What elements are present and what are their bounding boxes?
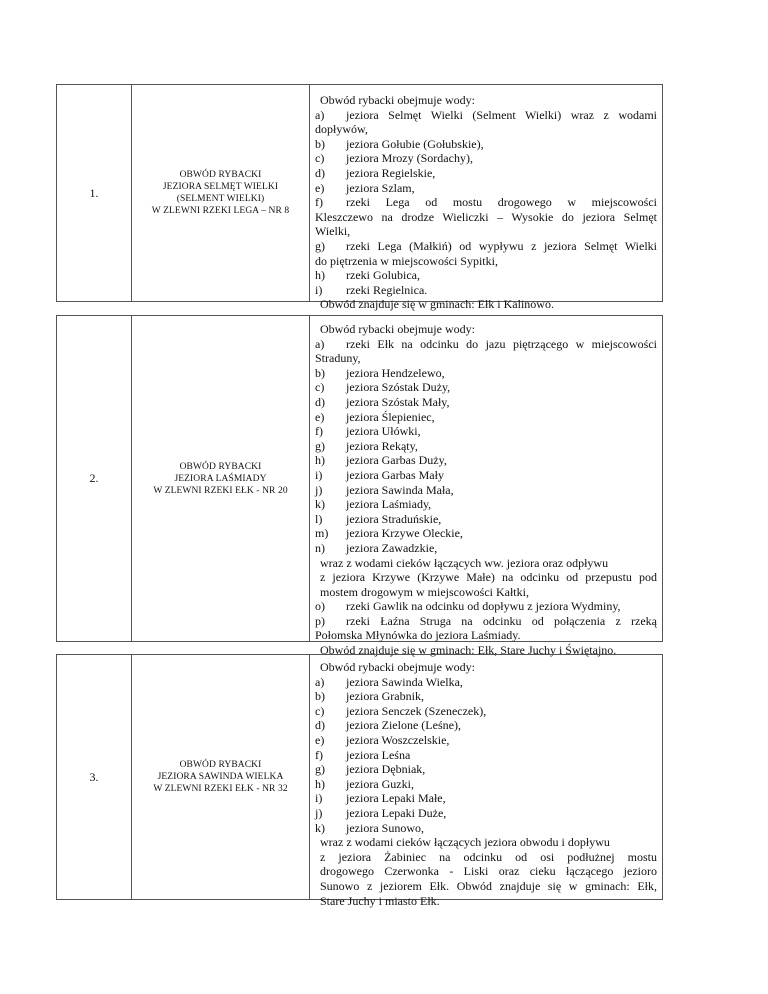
- item-j: j) jeziora Lepaki Duże,: [315, 805, 447, 820]
- record-number-text: 2.: [89, 471, 99, 485]
- item-g: g) jeziora Dębniak,: [315, 762, 426, 777]
- mid-line: z jeziora Żabiniec na odcinku od osi podłużnej mostu: [320, 849, 657, 864]
- item-c: c) jeziora Mrozy (Sordachy),: [315, 151, 473, 166]
- record-description: [310, 316, 662, 658]
- mid-line: Stare Juchy i miasto Ełk.: [320, 893, 440, 908]
- item-a: a) jeziora Sawinda Wielka,: [315, 674, 463, 689]
- item-i: i) rzeki Regielnica.: [315, 282, 428, 297]
- item-a: a) rzeki Ełk na odcinku do jazu piętrzącego w miejscowości: [315, 336, 657, 351]
- item-a: a) jeziora Selmęt Wielki (Selment Wielki) wraz z wodami: [315, 107, 657, 122]
- item-b: b) jeziora Gołubie (Gołubskie),: [315, 136, 484, 151]
- item-e: e) jeziora Ślepieniec,: [315, 409, 435, 424]
- name-line: OBWÓD RYBACKI: [179, 461, 262, 472]
- record-number-text: 1.: [89, 185, 99, 200]
- item-m: m) jeziora Krzywe Oleckie,: [315, 526, 463, 541]
- footer-line: Obwód znajduje się w gminach: Ełk, Stare Juchy i Świętajno.: [320, 643, 617, 658]
- name-line: JEZIORA SELMĘT WIELKI: [162, 182, 279, 192]
- mid-line: Sunowo z jeziorem Ełk. Obwód znajduje się w gminach: Ełk,: [320, 878, 657, 893]
- item-a-cont: Straduny,: [315, 351, 361, 366]
- record-name: [132, 316, 310, 641]
- footer-line: Obwód znajduje się w gminach: Ełk i Kalinowo.: [320, 297, 554, 312]
- item-k: k) jeziora Sunowo,: [315, 820, 424, 835]
- name-line: JEZIORA SAWINDA WIELKA: [157, 772, 284, 782]
- record-number: [57, 85, 132, 301]
- record-description: [310, 655, 662, 908]
- record-number-text: 3.: [89, 769, 99, 784]
- record-1: [56, 84, 663, 312]
- record-description: [310, 85, 662, 312]
- record-2: [56, 315, 663, 658]
- item-f: f) rzeki Lega od mostu drogowego w miejscowości: [315, 195, 657, 210]
- record-number: [57, 655, 132, 899]
- item-i: i) jeziora Garbas Mały: [315, 467, 444, 482]
- item-p-cont: Połomska Młynówka do jeziora Laśmiady.: [315, 628, 521, 643]
- intro-line: Obwód rybacki obejmuje wody:: [320, 660, 475, 674]
- item-f-cont: Wielki,: [315, 224, 351, 239]
- item-g-cont: do piętrzenia w miejscowości Sypitki,: [315, 253, 498, 268]
- item-h: h) rzeki Golubica,: [315, 268, 420, 283]
- record-3: [56, 654, 663, 908]
- item-k: k) jeziora Laśmiady,: [315, 497, 432, 512]
- item-l: l) jeziora Straduńskie,: [315, 511, 442, 526]
- item-b: b) jeziora Grabnik,: [315, 689, 424, 704]
- item-h: h) jeziora Guzki,: [315, 776, 414, 791]
- item-d: d) jeziora Szóstak Mały,: [315, 394, 450, 409]
- mid-line: wraz z wodami cieków łączących ww. jeziora oraz odpływu: [320, 555, 609, 570]
- mid-line: z jeziora Krzywe (Krzywe Małe) na odcinku od przepustu pod: [320, 570, 657, 585]
- record-name: [132, 655, 310, 899]
- item-e: e) jeziora Szlam,: [315, 180, 415, 195]
- item-j: j) jeziora Sawinda Mała,: [315, 482, 454, 497]
- name-line: JEZIORA LAŚMIADY: [174, 473, 267, 484]
- intro-line: Obwód rybacki obejmuje wody:: [320, 93, 475, 107]
- item-o: o) rzeki Gawlik na odcinku od dopływu z jeziora Wydminy,: [315, 599, 621, 614]
- item-c: c) jeziora Senczek (Szeneczek),: [315, 703, 487, 718]
- item-g: g) jeziora Rekąty,: [315, 438, 418, 453]
- name-line: W ZLEWNI RZEKI EŁK - NR 32: [153, 784, 288, 794]
- mid-line: mostem drogowym w miejscowości Kałtki,: [320, 584, 529, 599]
- mid-line: wraz z wodami cieków łączących jeziora obwodu i dopływu: [320, 835, 610, 850]
- item-g: g) rzeki Lega (Małkiń) od wypływu z jeziora Selmęt Wielki: [315, 238, 657, 253]
- item-d: d) jeziora Zielone (Leśne),: [315, 718, 461, 733]
- item-n: n) jeziora Zawadzkie,: [315, 540, 438, 555]
- name-line: (SELMENT WIELKI): [176, 194, 265, 204]
- item-d: d) jeziora Regielskie,: [315, 165, 436, 180]
- item-e: e) jeziora Woszczelskie,: [315, 732, 450, 747]
- item-f: f) jeziora Ułówki,: [315, 424, 421, 439]
- intro-line: Obwód rybacki obejmuje wody:: [320, 322, 475, 336]
- mid-line: drogowego Czerwonka - Liski oraz cieku łączącego jezioro: [320, 864, 657, 879]
- name-line: OBWÓD RYBACKI: [179, 760, 262, 770]
- item-f: f) jeziora Leśna: [315, 747, 411, 762]
- item-i: i) jeziora Lepaki Małe,: [315, 791, 446, 806]
- item-f-cont: Kleszczewo na drodze Wieliczki – Wysokie do jeziora Selmęt: [315, 209, 657, 224]
- item-c: c) jeziora Szóstak Duży,: [315, 380, 451, 395]
- item-b: b) jeziora Hendzelewo,: [315, 365, 445, 380]
- record-name: [132, 85, 310, 301]
- name-line: OBWÓD RYBACKI: [179, 170, 262, 180]
- name-line: W ZLEWNI RZEKI EŁK - NR 20: [153, 485, 288, 496]
- item-a-cont: dopływów,: [315, 122, 368, 137]
- name-line: W ZLEWNI RZEKI LEGA – NR 8: [151, 206, 290, 216]
- item-h: h) jeziora Garbas Duży,: [315, 453, 447, 468]
- item-p: p) rzeki Łaźna Struga na odcinku od połączenia z rzeką: [315, 613, 657, 628]
- record-number: [57, 316, 132, 641]
